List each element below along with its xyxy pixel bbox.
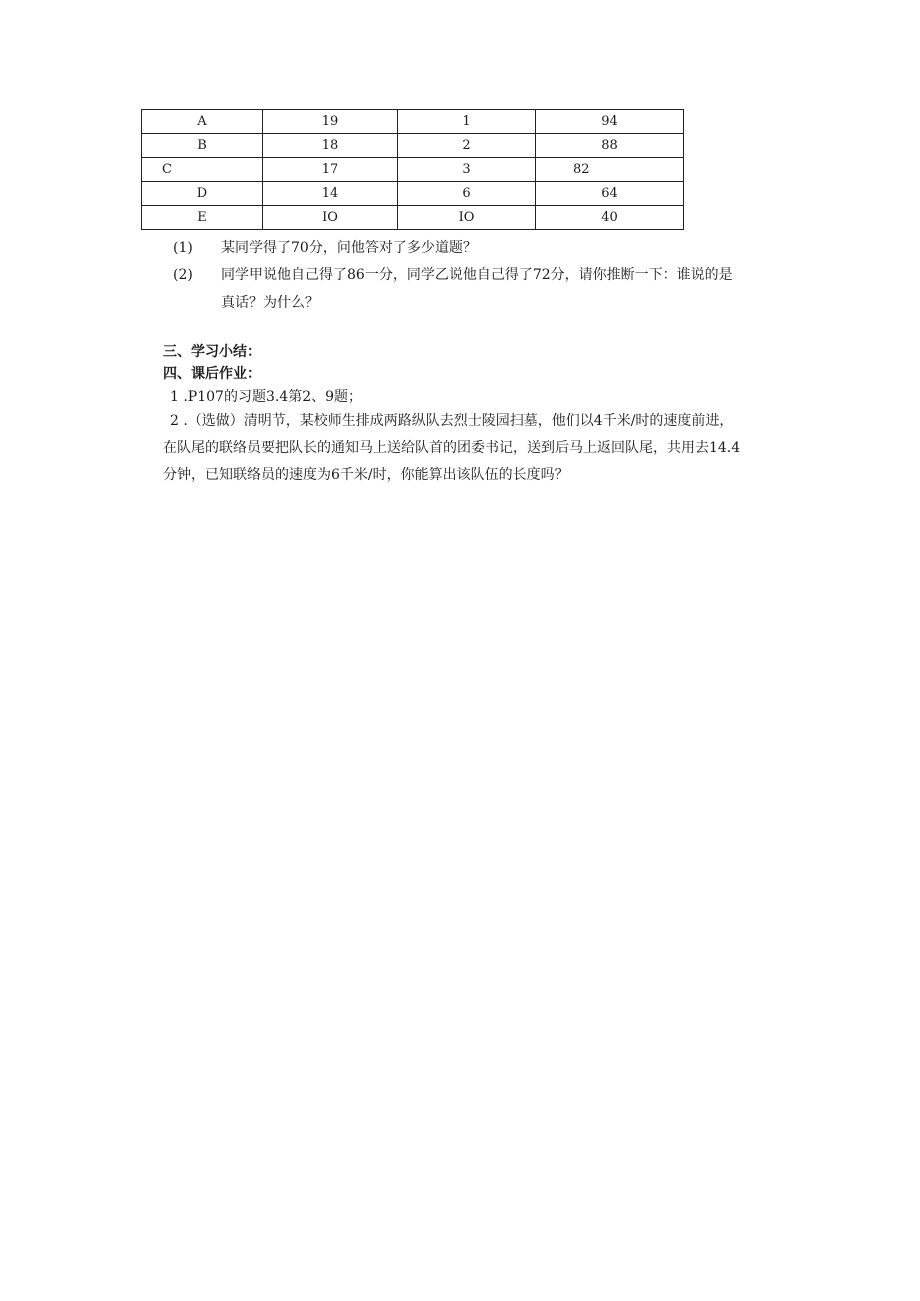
question-1	[173, 236, 477, 260]
score-table	[141, 109, 684, 230]
table-cell: 2	[398, 134, 536, 158]
table-row	[142, 158, 684, 182]
table-cell: B	[142, 134, 263, 158]
question-text: 某同学得了70分，问他答对了多少道题？	[221, 240, 477, 256]
table-cell: IO	[263, 206, 398, 230]
table-cell: 88	[536, 134, 684, 158]
question-2-continuation: 真话？为什么？	[221, 295, 319, 311]
table-row	[142, 182, 684, 206]
table-cell: 17	[263, 158, 398, 182]
table-cell: 19	[263, 110, 398, 134]
homework-item-1: 1 .P107的习题3.4第2、9题；	[170, 389, 363, 405]
summary-heading: 三、学习小结：	[163, 344, 261, 360]
table-cell: 40	[536, 206, 684, 230]
table-cell: E	[142, 206, 263, 230]
table-cell: 14	[263, 182, 398, 206]
question-number: (2)	[173, 267, 193, 283]
question-2	[173, 263, 733, 287]
homework-item-2-line-3: 分钟，已知联络员的速度为6千米/时，你能算出该队伍的长度吗？	[163, 467, 569, 483]
question-text: 同学甲说他自己得了86一分，同学乙说他自己得了72分，请你推断一下：谁说的是	[221, 267, 733, 283]
table-cell: D	[142, 182, 263, 206]
table-cell: 6	[398, 182, 536, 206]
homework-heading: 四、课后作业：	[163, 366, 261, 382]
table-cell: 64	[536, 182, 684, 206]
table-cell: A	[142, 110, 263, 134]
table-cell: C	[142, 158, 263, 182]
homework-item-2-line-1: 2 .（选做）清明节，某校师生排成两路纵队去烈士陵园扫墓，他们以4千米/时的速度前进，	[170, 413, 734, 429]
table-cell: 82	[536, 158, 684, 182]
question-number: (1)	[173, 240, 193, 256]
table-cell: IO	[398, 206, 536, 230]
table-cell: 94	[536, 110, 684, 134]
table-cell: 3	[398, 158, 536, 182]
table-row	[142, 110, 684, 134]
table-row	[142, 206, 684, 230]
table-row	[142, 134, 684, 158]
homework-item-2-line-2: 在队尾的联络员要把队长的通知马上送给队首的团委书记，送到后马上返回队尾，共用去14.4	[163, 440, 741, 456]
table-cell: 1	[398, 110, 536, 134]
table-cell: 18	[263, 134, 398, 158]
